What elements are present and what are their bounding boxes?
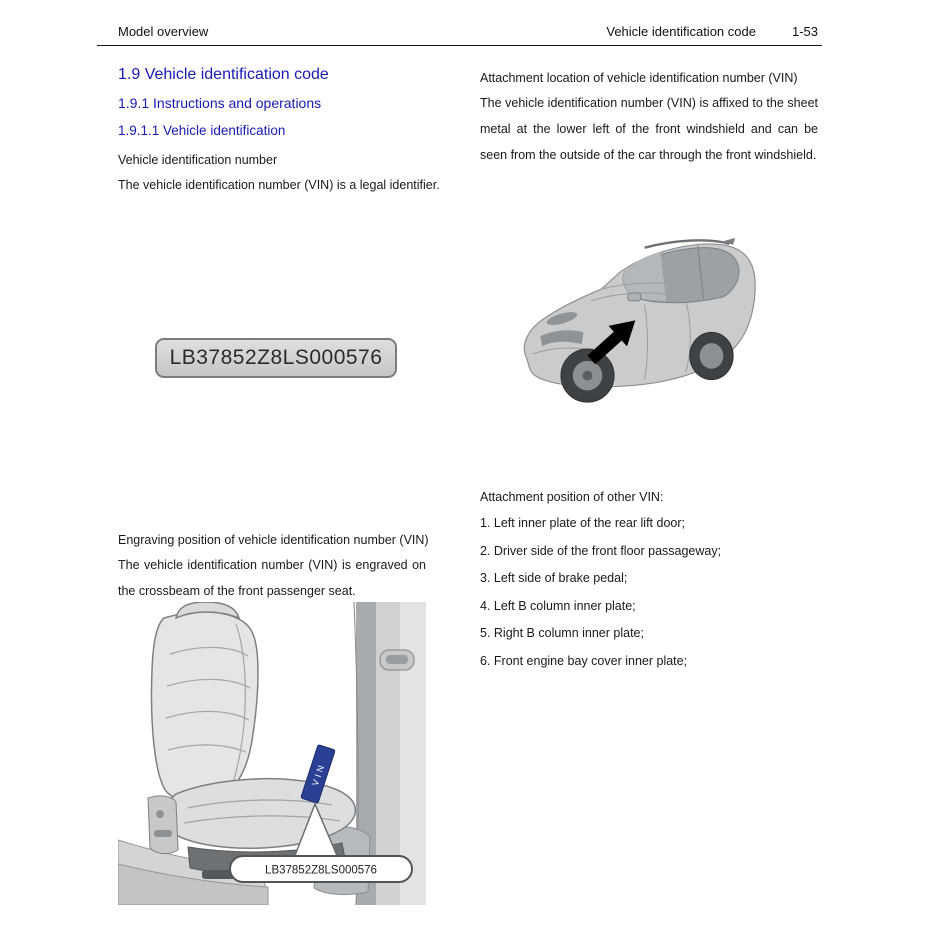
- side-mirror: [628, 293, 641, 301]
- header-left-title: Model overview: [118, 24, 209, 39]
- header-section-title: Vehicle identification code: [606, 24, 756, 39]
- list-item: 6. Front engine bay cover inner plate;: [480, 653, 688, 668]
- subsubsection-heading: 1.9.1.1 Vehicle identification: [118, 123, 286, 138]
- page-number: 1-53: [791, 24, 818, 39]
- car-illustration-svg: [497, 210, 802, 432]
- seat-illustration-svg: [118, 602, 426, 905]
- engraving-heading: Engraving position of vehicle identification number (VIN): [118, 533, 429, 547]
- list-item: 1. Left inner plate of the rear lift door;: [480, 516, 685, 530]
- car-illustration: [497, 210, 802, 432]
- vin-label: Vehicle identification number: [118, 153, 278, 167]
- attachment-paragraph: The vehicle identification number (VIN) is affixed to the sheet metal at the lower left of the front windshield and can be seen from the outside of the car through the front windshield.: [480, 96, 818, 162]
- seat-back: [152, 612, 258, 803]
- other-vin-heading: Attachment position of other VIN:: [480, 490, 664, 504]
- seat-vin-tag-text: VIN: [310, 761, 327, 788]
- seat-controls: [148, 796, 178, 854]
- engraving-paragraph: The vehicle identification number (VIN) is engraved on the crossbeam of the front passenger seat.: [118, 558, 426, 598]
- seat-vin-callout-text: LB37852Z8LS000576: [265, 864, 377, 877]
- subsection-heading: 1.9.1 Instructions and operations: [118, 95, 322, 111]
- vin-paragraph: The vehicle identification number (VIN) is a legal identifier.: [118, 178, 440, 192]
- header-right: [606, 24, 818, 39]
- list-item: 2. Driver side of the front floor passageway;: [480, 543, 722, 558]
- vin-plate: LB37852Z8LS000576: [155, 338, 397, 378]
- list-item: 4. Left B column inner plate;: [480, 598, 636, 613]
- other-vin-list: [480, 516, 818, 681]
- attachment-heading: Attachment location of vehicle identification number (VIN): [480, 71, 798, 85]
- section-heading: 1.9 Vehicle identification code: [118, 66, 329, 83]
- list-item: 5. Right B column inner plate;: [480, 626, 644, 640]
- seat-illustration: [118, 602, 426, 905]
- list-item: 3. Left side of brake pedal;: [480, 571, 628, 585]
- header-rule: [97, 45, 822, 46]
